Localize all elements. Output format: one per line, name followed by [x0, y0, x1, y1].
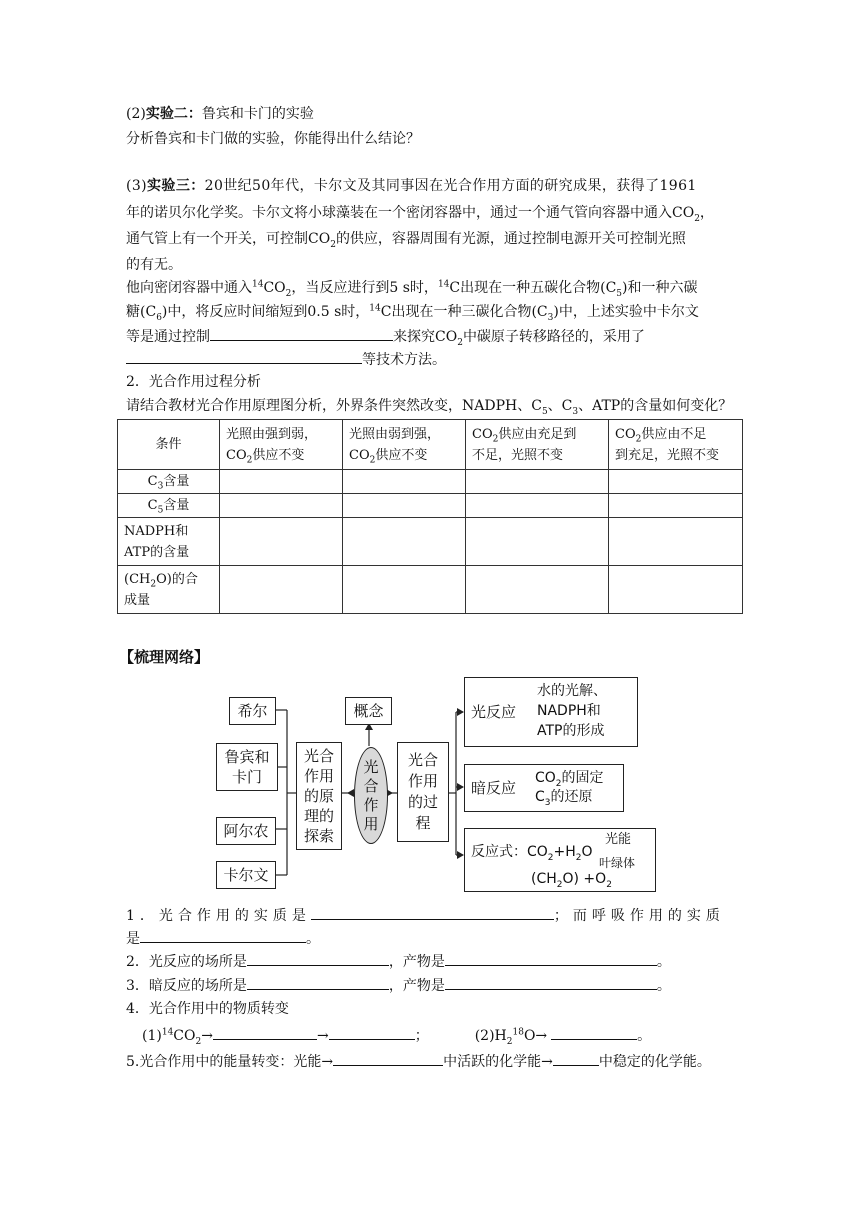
exp3-line-6: 糖$(C_6)$中，将反应时间缩短到0.5 s时，$^{14}$C出现在一种三碳化合物$(C_3)$中，上述实验中卡尔文 [126, 303, 699, 323]
row-label-nadph-atp: NADPH和 ATP的含量 [118, 518, 220, 566]
exp3-line-5: 他向密闭容器中通入$^{14}CO_2$，当反应进行到5 s时，$^{14}$C出现在一种五碳化合物$(C_5)$和一种六碳 [126, 279, 698, 299]
row-label-c3: $C_3$含量 [118, 470, 220, 494]
node-aernong: 阿尔农 [216, 817, 276, 845]
dark-reaction-items: $CO_2$的固定 $C_3$的还原 [535, 770, 604, 808]
node-kaerwen: 卡尔文 [216, 861, 276, 889]
node-xier: 希尔 [229, 697, 276, 725]
answer-blank-light-products[interactable] [445, 950, 657, 966]
q3-line: 3．暗反应的场所是 ，产物是 。 [126, 974, 671, 996]
answer-blank-c14-step1[interactable] [213, 1024, 317, 1040]
exp3-line-7: 等是通过控制 来探究$CO_2$中碳原子转移路径的，采用了 [126, 325, 645, 347]
q2-line: 2．光反应的场所是 ，产物是 。 [126, 950, 671, 972]
node-equation [464, 828, 656, 892]
answer-blank-essence-respiration[interactable] [140, 927, 306, 943]
answer-blank-light-site[interactable] [247, 950, 389, 966]
answer-blank-dark-products[interactable] [445, 974, 657, 990]
sec2-question: 请结合教材光合作用原理图分析，外界条件突然改变，NADPH、$C_5$、$C_3$、ATP的含量如何变化？ [126, 398, 733, 417]
header-condition: 条件 [118, 420, 220, 470]
answer-blank-active-energy[interactable] [333, 1050, 443, 1066]
exp2-title: 实验二： [145, 106, 202, 122]
node-dark-reaction: 暗反应 $CO_2$的固定 $C_3$的还原 [464, 764, 624, 812]
row-label-ch2o: $(CH_2O)$的合 成量 [118, 566, 220, 614]
node-principle-exploration: 光合 作用 的原 理的 探索 [296, 742, 342, 850]
answer-blank-o18[interactable] [551, 1024, 637, 1040]
exp3-line-4: 的有无。 [126, 257, 182, 273]
equation-left: 反应式：$CO_2+H_2O$ [471, 844, 593, 863]
light-reaction-items: 水的光解、 NADPH和 ATP的形成 [537, 683, 607, 739]
q4-line: $(1)^{14}CO_2\to$ → ； $(2)H_2^{18}O\to$ 。 [142, 1024, 651, 1046]
exp2-title-line: (2)实验二：鲁宾和卡门的实验 [126, 106, 314, 122]
row-label-c5: $C_5$含量 [118, 494, 220, 518]
exp3-line-2: 年的诺贝尔化学奖。卡尔文将小球藻装在一个密闭容器中，通过一个通气管向容器中通入$CO_2$， [126, 205, 714, 224]
node-photosynthesis-center: 光 合 作 用 [354, 747, 388, 844]
q4-title: 4．光合作用中的物质转变 [126, 1001, 289, 1017]
network-heading: 【梳理网络】 [119, 648, 210, 666]
exp2-question: 分析鲁宾和卡门做的实验，你能得出什么结论？ [126, 131, 420, 147]
answer-blank-essence-photosynthesis[interactable] [311, 904, 554, 920]
header-light-weaker: 光照由强到弱， $CO_2$供应不变 [220, 420, 343, 470]
answer-blank-dark-site[interactable] [247, 974, 389, 990]
q1-line-1: 1．光合作用的实质是 ；而呼吸作用的实质 [126, 904, 725, 926]
exp3-title: 实验三： [147, 178, 205, 194]
exp3-line-1: (3)实验三：20世纪50年代，卡尔文及其同事因在光合作用方面的研究成果，获得了1961 [126, 178, 697, 194]
sec2-title: 2．光合作用过程分析 [126, 374, 261, 390]
node-process: 光合 作用 的过 程 [397, 742, 449, 842]
q5-line: 5.光合作用中的能量转变：光能→ 中活跃的化学能→ 中稳定的化学能。 [126, 1050, 711, 1072]
node-lubin-kamen: 鲁宾和 卡门 [216, 743, 278, 791]
header-co2-increase: $CO_2$供应由不足 到充足，光照不变 [609, 420, 743, 470]
equation-right: $(CH_2O) +O_2$ [531, 871, 612, 890]
answer-blank-stable-energy[interactable] [553, 1050, 599, 1066]
q1-line-2: 是 。 [126, 927, 320, 949]
answer-blank-c14-step2[interactable] [329, 1024, 415, 1040]
header-light-stronger: 光照由弱到强， $CO_2$供应不变 [343, 420, 466, 470]
equation-condition-light: 光能 [605, 832, 632, 847]
exp3-line-8: 等技术方法。 [126, 348, 446, 370]
header-co2-decrease: $CO_2$供应由充足到 不足，光照不变 [466, 420, 609, 470]
exp3-line-3: 通气管上有一个开关，可控制$CO_2$的供应，容器周围有光源，通过控制电源开关可控制光照 [126, 231, 686, 250]
equation-condition-chloroplast: 叶绿体 [599, 856, 636, 870]
node-concept: 概念 [345, 697, 392, 725]
node-light-reaction: 光反应 水的光解、 NADPH和 ATP的形成 [464, 677, 638, 747]
